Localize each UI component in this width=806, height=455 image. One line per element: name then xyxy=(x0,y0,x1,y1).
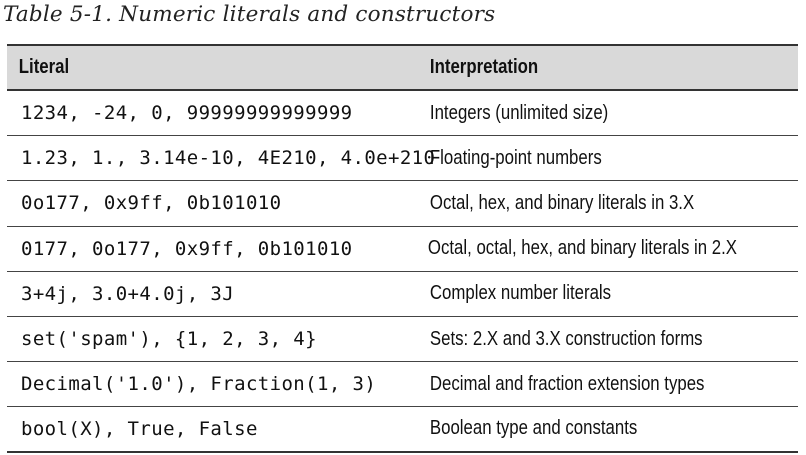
table-row xyxy=(7,407,798,452)
interpretation-cell: Decimal and fraction extension types xyxy=(429,372,705,395)
interpretation-cell: Complex number literals xyxy=(429,282,612,305)
header-literal: Literal xyxy=(18,56,70,78)
table-row xyxy=(7,91,798,136)
literal-cell: 1234, -24, 0, 99999999999999 xyxy=(21,102,353,125)
table-row xyxy=(7,362,798,407)
table-row xyxy=(7,272,798,317)
numeric-literals-table xyxy=(7,44,798,453)
interpretation-cell: Octal, hex, and binary literals in 3.X xyxy=(429,191,695,214)
table-caption: Table 5-1. Numeric literals and constructors xyxy=(3,2,496,27)
literal-cell: Decimal('1.0'), Fraction(1, 3) xyxy=(21,373,377,396)
table-header-row xyxy=(7,44,798,91)
table-row xyxy=(7,181,798,226)
literal-cell: 1.23, 1., 3.14e-10, 4E210, 4.0e+210 xyxy=(21,147,436,170)
interpretation-cell: Integers (unlimited size) xyxy=(429,101,609,124)
interpretation-cell: Octal, octal, hex, and binary literals in 2.X xyxy=(427,237,738,260)
literal-cell: 0177, 0o177, 0x9ff, 0b101010 xyxy=(21,237,353,260)
interpretation-cell: Boolean type and constants xyxy=(429,417,638,440)
literal-cell: 3+4j, 3.0+4.0j, 3J xyxy=(21,282,235,305)
header-interpretation: Interpretation xyxy=(429,56,539,78)
interpretation-cell: Sets: 2.X and 3.X construction forms xyxy=(429,327,703,350)
table-row xyxy=(7,227,798,272)
literal-cell: 0o177, 0x9ff, 0b101010 xyxy=(21,192,282,215)
table-row xyxy=(7,136,798,181)
literal-cell: set('spam'), {1, 2, 3, 4} xyxy=(21,328,317,351)
interpretation-cell: Floating-point numbers xyxy=(429,146,602,169)
table-row xyxy=(7,317,798,362)
literal-cell: bool(X), True, False xyxy=(21,417,258,440)
